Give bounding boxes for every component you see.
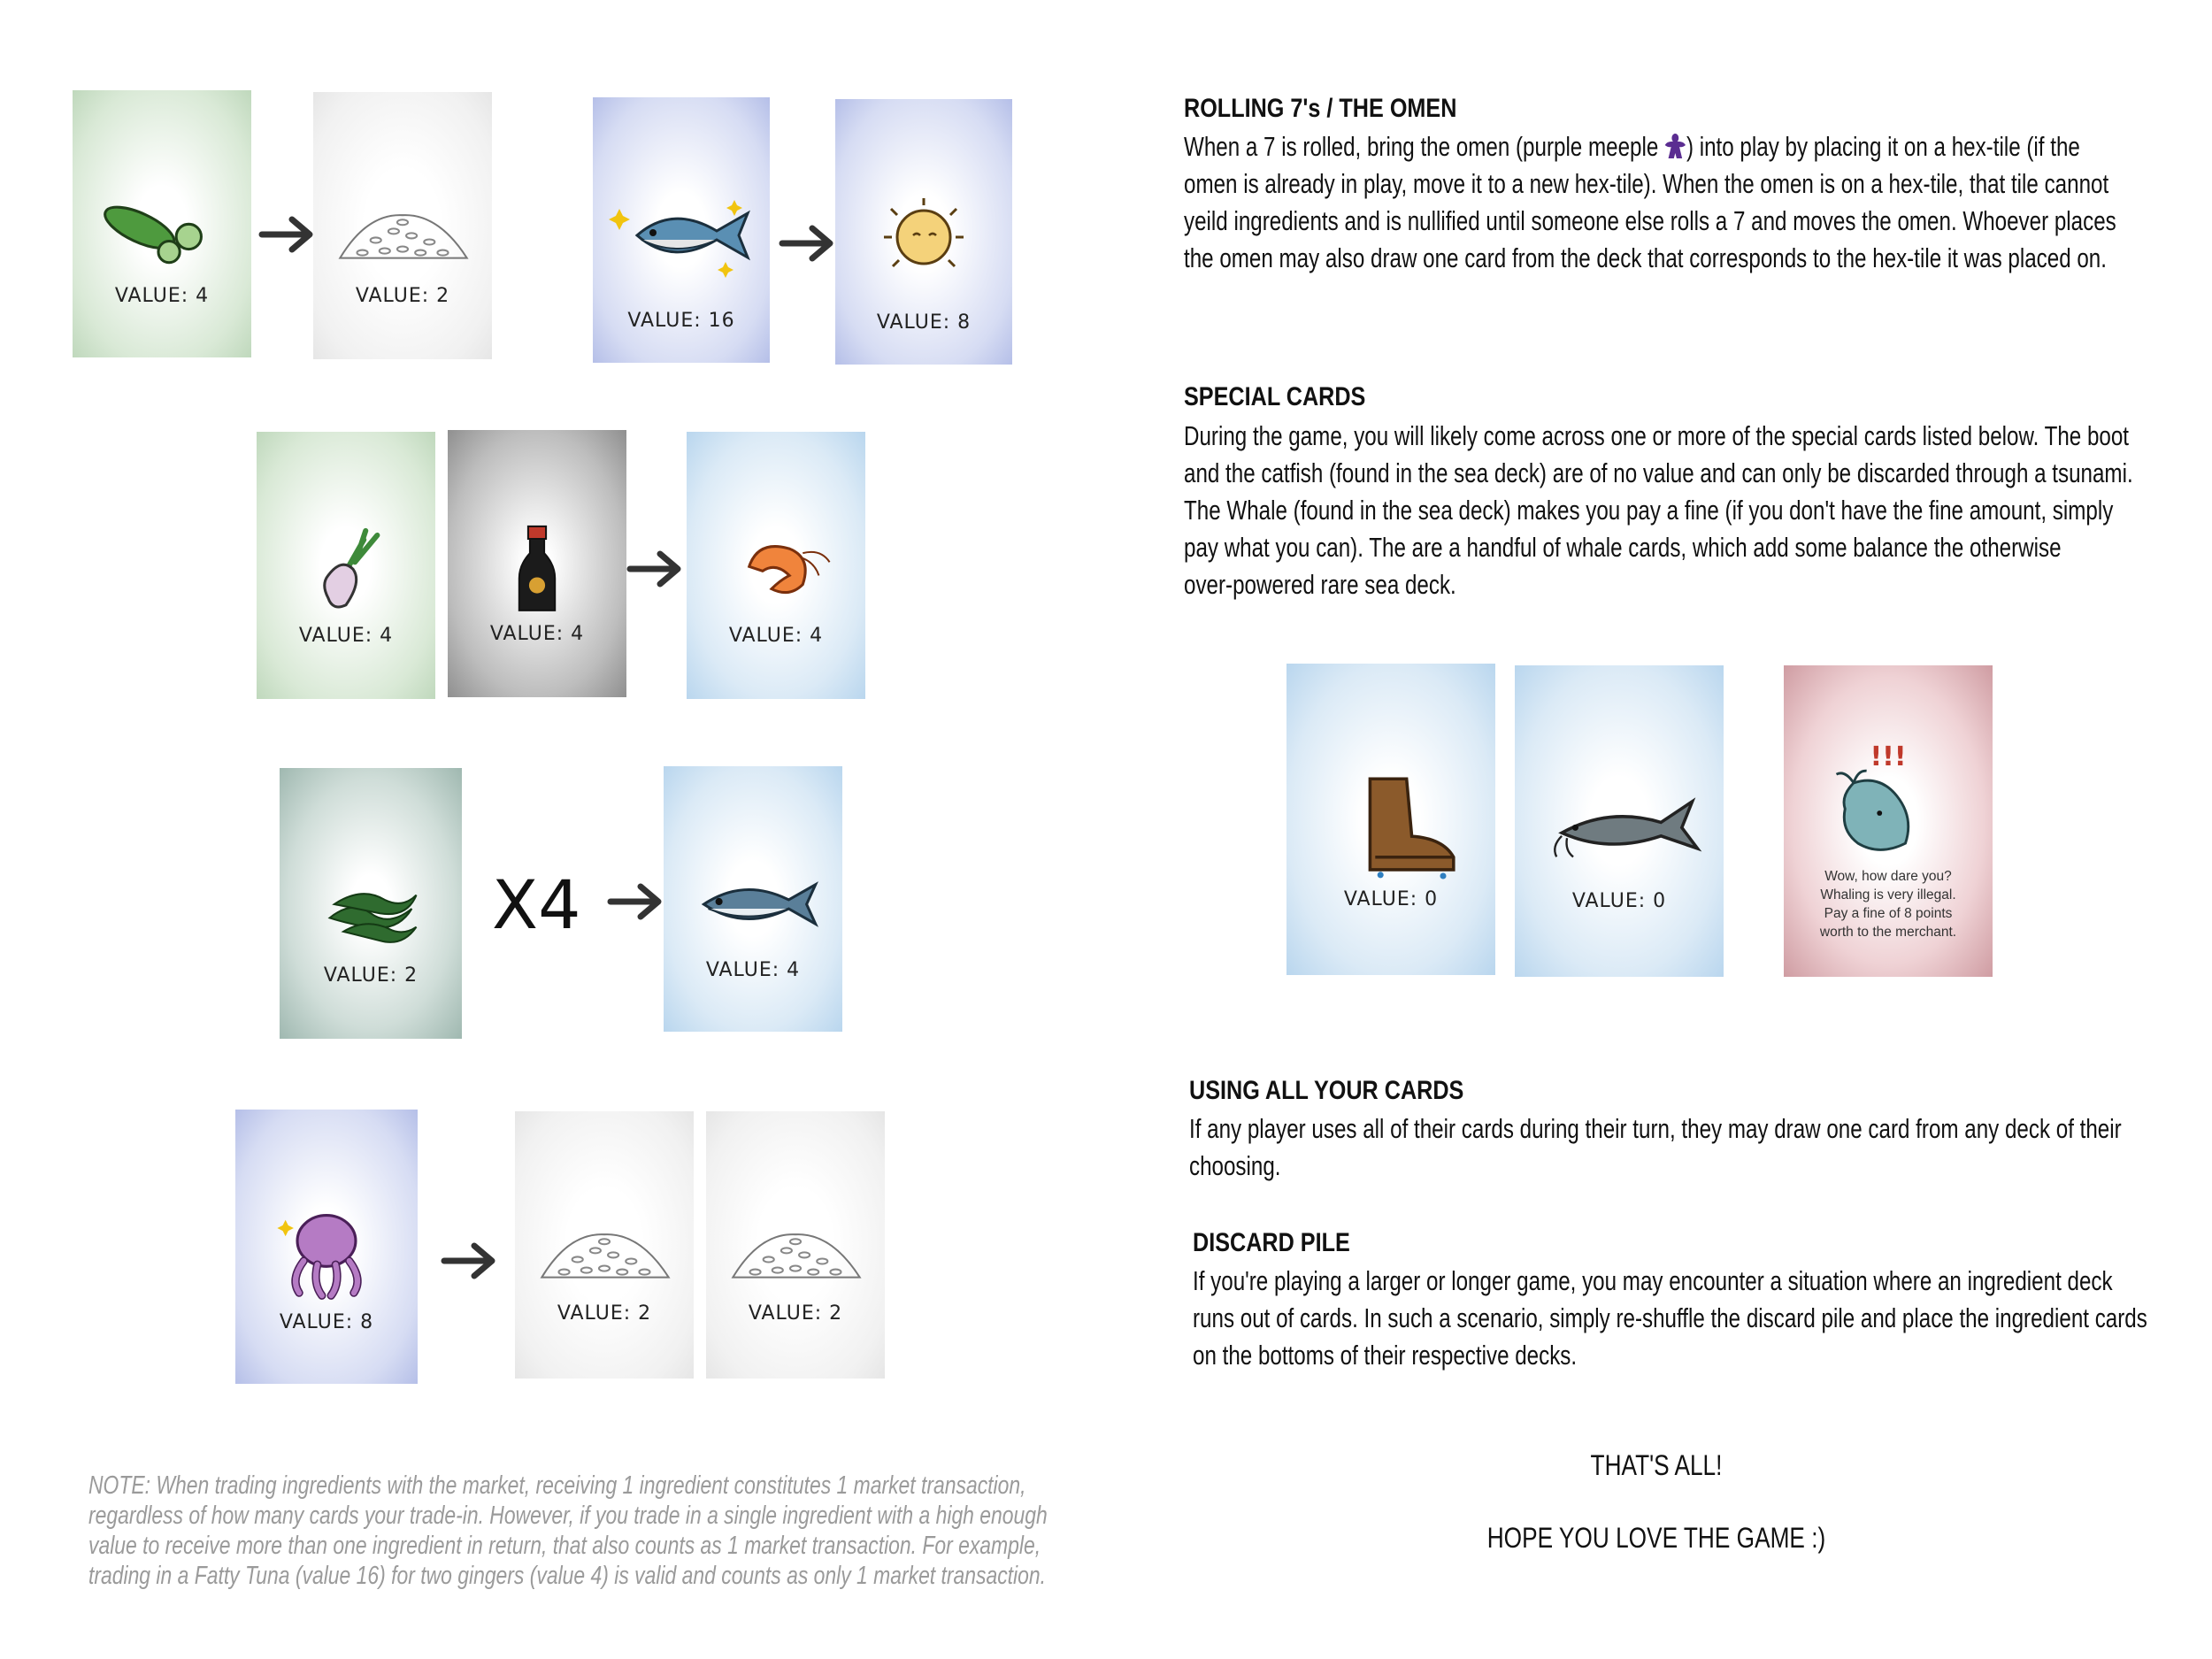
omen-line: ) into play by placing it on a hex-tile (if the [1686,131,2080,162]
arrow-icon [605,879,667,924]
cucumber-icon [73,181,251,278]
omen-line: When a 7 is rolled, bring the omen (purple meeple [1184,131,1665,162]
shrimp-icon [687,523,865,619]
fish-icon [664,856,842,952]
card-catfish [1515,665,1724,977]
all-cards-line: choosing. [1189,1150,1281,1181]
rice-icon [515,1202,694,1299]
arrow-icon [625,547,687,591]
arrow-icon [777,221,839,265]
seaweed-icon [280,860,462,957]
card-seaweed [280,768,462,1039]
section-body-all-cards [1189,1110,2155,1185]
card-value: VALUE: 4 [298,625,394,647]
card-value: VALUE: 4 [114,285,210,307]
rice-icon [313,183,492,280]
section-body-special [1184,418,2150,603]
closing-line-2: HOPE YOU LOVE THE GAME :) [1486,1522,1826,1554]
card-value: VALUE: 16 [627,310,735,332]
discard-line: If you're playing a larger or longer game, you may encounter a situation where an ingredient deck [1193,1265,2113,1296]
omen-line: the omen may also draw one card from the deck that corresponds to the hex-tile it was placed on. [1184,242,2107,273]
card-value: VALUE: 2 [355,285,450,307]
omen-line: yeild ingredients and is nullified until someone else rolls a 7 and moves the omen. Whoever places [1184,205,2116,236]
card-fatty-tuna [593,97,770,363]
catfish-icon [1515,772,1724,884]
card-radish [257,432,435,699]
card-boot [1286,664,1495,975]
special-line: pay what you can). The are a handful of whale cards, which add some balance the otherwise [1184,532,2062,563]
pufferfish-icon [835,189,1012,285]
card-shrimp [687,432,865,699]
whale-line: Wow, how dare you? [1824,869,1952,884]
card-fish [664,766,842,1032]
whale-line: Pay a fine of 8 points [1824,906,1953,921]
fatty-tuna-icon [593,188,770,283]
section-title-all-cards: USING ALL YOUR CARDS [1189,1076,1464,1105]
section-title-discard: DISCARD PILE [1193,1228,1350,1257]
card-pufferfish [835,99,1012,365]
section-body-omen [1184,128,2150,277]
card-value: VALUE: 2 [748,1302,843,1325]
soy-sauce-icon [448,521,626,618]
multiplier: X4 [492,865,581,944]
special-line: and the catfish (found in the sea deck) are of no value and can only be discarded through a tsunami. [1184,457,2133,488]
card-value: VALUE: 0 [1343,888,1439,910]
card-value: VALUE: 8 [279,1311,374,1333]
arrow-icon [257,212,319,257]
whale-icon [1819,764,1957,862]
radish-icon [257,523,435,619]
arrow-icon [439,1239,501,1283]
whale-line: worth to the merchant. [1819,925,1957,940]
meeple-icon [1664,133,1686,159]
octopus-icon [235,1202,418,1302]
card-value: VALUE: 2 [323,964,419,987]
section-title-special: SPECIAL CARDS [1184,382,1366,411]
whale-fine-text [1800,867,1977,941]
card-rice [313,92,492,359]
section-body-discard [1193,1263,2159,1374]
whale-line: Whaling is very illegal. [1820,887,1956,902]
omen-line: omen is already in play, move it to a new hex-tile). When the omen is on a hex-tile, that tile cannot [1184,168,2109,199]
boot-icon [1286,770,1495,882]
discard-line: on the bottoms of their respective decks. [1193,1340,1578,1371]
card-value: VALUE: 4 [728,625,824,647]
alert-text: !!! [1870,741,1907,772]
card-value: VALUE: 0 [1571,890,1667,912]
rice-icon [706,1202,885,1299]
card-value: VALUE: 8 [876,311,972,334]
card-soy-sauce [448,430,626,697]
card-value: VALUE: 2 [557,1302,652,1325]
special-line: During the game, you will likely come across one or more of the special cards listed below. The boot [1184,420,2130,451]
discard-line: runs out of cards. In such a scenario, simply re-shuffle the discard pile and place the ingredient cards [1193,1302,2147,1333]
card-value: VALUE: 4 [705,959,801,981]
card-rice [515,1111,694,1379]
closing-line-1: THAT'S ALL! [1590,1449,1723,1481]
all-cards-line: If any player uses all of their cards during their turn, they may draw one card from any deck of their [1189,1113,2122,1144]
card-rice [706,1111,885,1379]
card-value: VALUE: 4 [489,623,585,645]
card-cucumber [73,90,251,357]
trade-note: NOTE: When trading ingredients with the market, receiving 1 ingredient constitutes 1 market transaction, regardless of how many cards your trade-in. However, if you trade in a single ingredient with a high enough value to receive more than one ingredient in return, that also counts as 1 market transaction. For example, trading in a Fatty Tuna (value 16) for two gingers (value 4) is valid and counts as only 1 market transaction. [88,1471,1048,1590]
special-line: over-powered rare sea deck. [1184,569,1456,600]
section-title-omen: ROLLING 7's / THE OMEN [1184,94,1457,123]
card-whale [1784,665,1993,977]
card-octopus [235,1110,418,1384]
special-line: The Whale (found in the sea deck) makes you pay a fine (if you don't have the fine amount, simply [1184,495,2114,526]
